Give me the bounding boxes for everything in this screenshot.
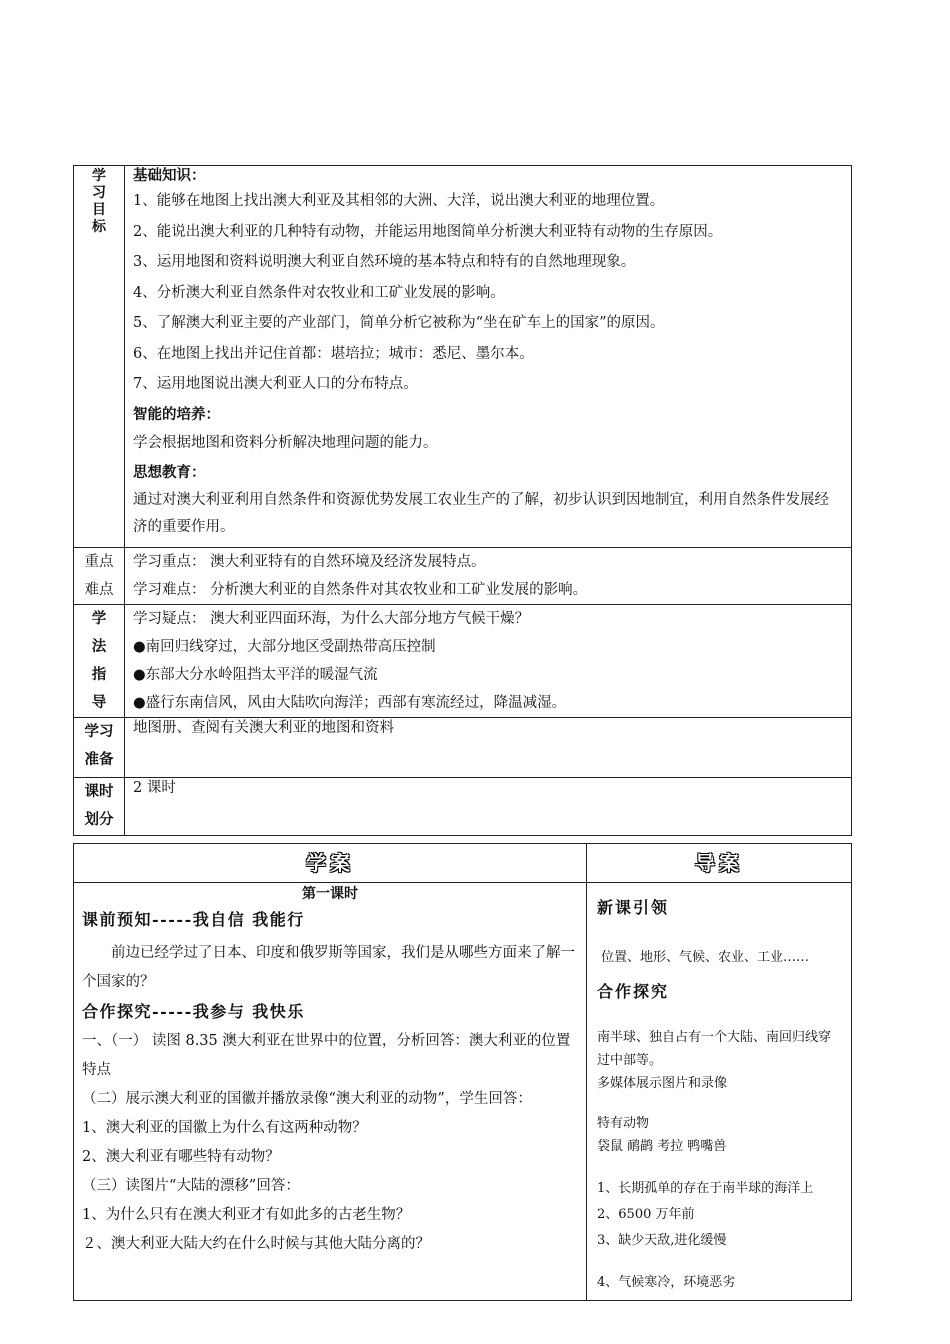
guide-intro: 位置、地形、气候、农业、工业…… — [601, 950, 810, 965]
guide-animals-title: 特有动物 — [597, 1116, 650, 1131]
objective-item: 6、在地图上找出并记住首都：堪培拉；城市：悉尼、墨尔本。 — [133, 345, 534, 362]
guide-media: 多媒体展示图片和录像 — [597, 1076, 728, 1091]
preparation-label — [74, 717, 125, 777]
preparation-row — [74, 717, 852, 777]
study-intro: 前边已经学过了日本、印度和俄罗斯等国家，我们是从哪些方面来了解一个国家的？ — [82, 945, 575, 990]
study-line: ２、澳大利亚大陆大约在什么时候与其他大陆分离的？ — [82, 1236, 430, 1252]
basic-knowledge-title: 基础知识： — [133, 167, 206, 184]
guide-case-header: 导案 — [587, 844, 852, 883]
preparation-content: 地图册、查阅有关澳大利亚的地图和资料 — [125, 717, 852, 777]
schedule-content: 2 课时 — [125, 777, 852, 835]
method-row — [74, 604, 852, 717]
label-char: 学 — [91, 609, 107, 627]
label-line: 课时 — [84, 782, 114, 800]
study-line: 2、澳大利亚有哪些特有动物？ — [82, 1149, 280, 1165]
guide-answer: 3、缺少天敌,进化缓慢 — [597, 1233, 727, 1248]
label-char: 法 — [91, 637, 107, 655]
objective-item: 3、运用地图和资料说明澳大利亚自然环境的基本特点和特有的自然地理现象。 — [133, 254, 636, 270]
key-points-label — [74, 547, 125, 604]
label-char: 习 — [92, 185, 106, 201]
objective-item: 2、能说出澳大利亚的几种特有动物，并能运用地图简单分析澳大利亚特有动物的生存原因。 — [133, 223, 723, 240]
guide-section-intro: 新课引领 — [597, 898, 670, 917]
label-line: 准备 — [84, 750, 114, 768]
study-line: （二）展示澳大利亚的国徽并播放录像“澳大利亚的动物”，学生回答： — [82, 1091, 532, 1107]
focus-text: 学习重点： 澳大利亚特有的自然环境及经济发展特点。 — [133, 553, 486, 570]
case-content-row — [74, 883, 852, 1301]
label-char: 目 — [92, 202, 106, 218]
guide-location: 南半球、独自占有一个大陆、南回归线穿过中部等。 — [597, 1030, 832, 1068]
guide-answer: 2、6500 万年前 — [597, 1207, 695, 1222]
study-line: （三）读图片“大陆的漂移”回答： — [82, 1178, 300, 1194]
key-points-content — [125, 547, 852, 604]
label-char: 导 — [91, 693, 107, 711]
thought-text: 通过对澳大利亚利用自然条件和资源优势发展工农业生产的了解，初步认识到因地制宜，利用自然条件发展经济的重要作用。 — [133, 491, 829, 535]
label-line: 学习 — [84, 722, 114, 740]
key-points-row — [74, 547, 852, 604]
study-case-content — [74, 883, 587, 1301]
objective-item: 1、能够在地图上找出澳大利亚及其相邻的大洲、大洋，说出澳大利亚的地理位置。 — [133, 193, 665, 209]
objectives-label — [74, 166, 125, 548]
method-label — [74, 604, 125, 717]
guide-case-content — [587, 883, 852, 1301]
thought-title: 思想教育： — [133, 463, 206, 481]
guide-answer: 1、长期孤单的存在于南半球的海洋上 — [597, 1181, 814, 1196]
label-char: 学 — [92, 168, 106, 184]
label-line: 难点 — [84, 581, 114, 598]
study-case-header: 学案 — [74, 844, 587, 883]
label-line: 重点 — [84, 553, 114, 570]
method-bullet: ●东部大分水岭阻挡太平洋的暖湿气流 — [133, 666, 378, 683]
objectives-row — [74, 166, 852, 548]
guide-answer: 4、气候寒冷，环境恶劣 — [597, 1275, 736, 1290]
study-section-preview: 课前预知-----我自信 我能行 — [82, 910, 305, 929]
objectives-content — [125, 166, 852, 548]
case-table — [73, 843, 852, 1301]
schedule-label — [74, 777, 125, 835]
label-char: 指 — [91, 665, 107, 683]
case-header-row — [74, 844, 852, 883]
label-line: 划分 — [84, 810, 114, 828]
ability-text: 学会根据地图和资料分析解决地理问题的能力。 — [133, 434, 438, 451]
lesson-title: 第一课时 — [302, 886, 358, 902]
question-text: 学习疑点： 澳大利亚四面环海，为什么大部分地方气候干燥？ — [133, 610, 530, 627]
study-line: 1、澳大利亚的国徽上为什么有这两种动物？ — [82, 1120, 367, 1136]
difficulty-text: 学习难点： 分析澳大利亚的自然条件对其农牧业和工矿业发展的影响。 — [133, 581, 588, 598]
study-section-cooperate: 合作探究-----我参与 我快乐 — [82, 1002, 305, 1021]
guide-section-cooperate: 合作探究 — [597, 982, 670, 1001]
method-content — [125, 604, 852, 717]
label-char: 标 — [92, 219, 106, 235]
objective-item: 7、运用地图说出澳大利亚人口的分布特点。 — [133, 376, 418, 392]
ability-title: 智能的培养： — [133, 405, 220, 423]
study-line: 一、（一） 读图 8.35 澳大利亚在世界中的位置，分析回答：澳大利亚的位置特点 — [82, 1033, 571, 1078]
method-bullet: ●南回归线穿过，大部分地区受副热带高压控制 — [133, 638, 436, 655]
method-bullet: ●盛行东南信风，风由大陆吹向海洋；西部有寒流经过，降温减湿。 — [133, 694, 567, 711]
study-line: 1、为什么只有在澳大利亚才有如此多的古老生物？ — [82, 1207, 411, 1223]
lesson-info-table — [73, 165, 852, 836]
objective-item: 4、分析澳大利亚自然条件对农牧业和工矿业发展的影响。 — [133, 284, 505, 301]
schedule-row — [74, 777, 852, 835]
guide-animals: 袋鼠 鸸鹋 考拉 鸭嘴兽 — [597, 1139, 727, 1154]
objective-item: 5、了解澳大利亚主要的产业部门，简单分析它被称为“坐在矿车上的国家”的原因。 — [133, 315, 665, 331]
